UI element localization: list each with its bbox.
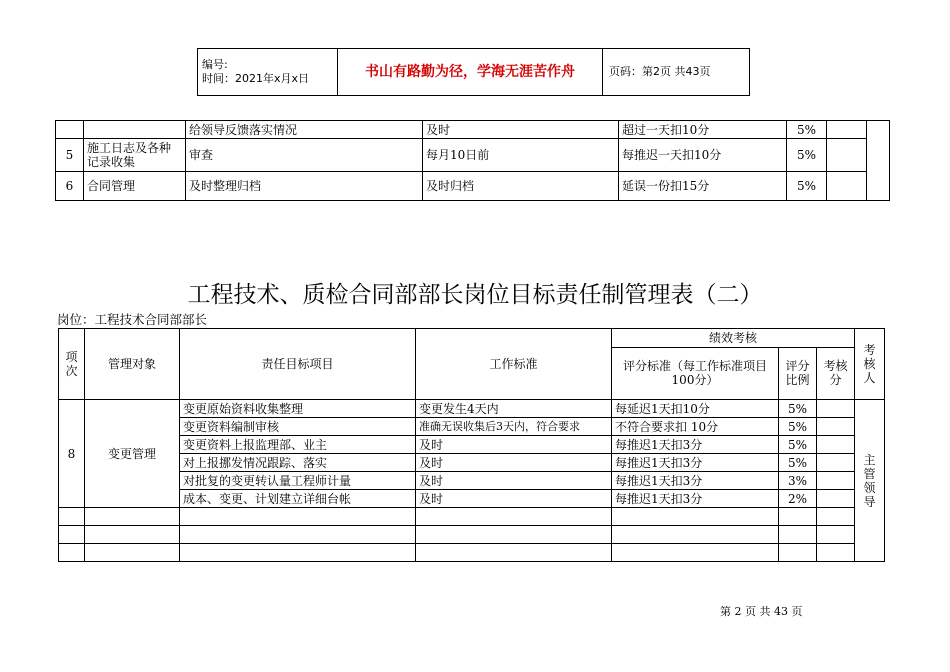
header-row (59, 329, 885, 348)
motto: 书山有路勤为径，学海无涯苦作舟 (338, 49, 603, 96)
table-row: 对批复的变更转认量工程师计量 及时 每推迟1天扣3分 3% (59, 472, 885, 490)
document-header (197, 48, 750, 96)
table-row: 5 施工日志及各种记录收集 审查 每月10日前 每推迟一天扣10分 5% (56, 139, 890, 172)
group-no: 8 (59, 400, 85, 508)
header-standard: 工作标准 (416, 329, 612, 400)
page-title: 工程技术、质检合同部部长岗位目标责任制管理表（二） (187, 282, 763, 308)
post-label: 岗位：工程技术合同部部长 (57, 312, 208, 327)
responsibility-table (58, 328, 885, 562)
blank-cell (867, 121, 890, 201)
empty-row (59, 526, 885, 544)
empty-row (59, 508, 885, 526)
header-ratio: 评分比例 (779, 347, 817, 399)
header-object: 管理对象 (85, 329, 180, 400)
page-footer: 第 2 页 共 43 页 (720, 605, 803, 618)
table-row: 变更资料编制审核 准确无误收集后3天内，符合要求 不符合要求扣 10分 5% (59, 418, 885, 436)
header-performance: 绩效考核 (612, 329, 855, 348)
page-label: 页码：第2页 共43页 (603, 49, 750, 96)
header-assessor: 考核人 (855, 329, 885, 400)
header-score: 考核分 (817, 347, 855, 399)
table-row: 对上报挪发情况跟踪、落实 及时 每推迟1天扣3分 5% (59, 454, 885, 472)
table-row: 6 合同管理 及时整理归档 及时归档 延误一份扣15分 5% (56, 172, 890, 201)
table-row: 变更资料上报监理部、业主 及时 每推迟1天扣3分 5% (59, 436, 885, 454)
table-row: 8 变更管理 变更原始资料收集整理 变更发生4天内 每延迟1天扣10分 5% 主管领导 (59, 400, 885, 418)
assessor-value: 主管领导 (855, 400, 885, 562)
number-label: 编号: (202, 58, 228, 71)
table-row: 给领导反馈落实情况 及时 超过一天扣10分 5% (56, 121, 890, 139)
group-object: 变更管理 (85, 400, 180, 508)
header-meta (198, 49, 338, 96)
continuation-table (55, 120, 890, 201)
header-score-standard: 评分标准（每工作标准项目100分） (612, 347, 779, 399)
time-label: 时间：2021年x月x日 (202, 72, 310, 85)
table-row: 成本、变更、计划建立详细台帐 及时 每推迟1天扣3分 2% (59, 490, 885, 508)
empty-row (59, 544, 885, 562)
header-target: 责任目标项目 (180, 329, 416, 400)
header-no: 项次 (59, 329, 85, 400)
